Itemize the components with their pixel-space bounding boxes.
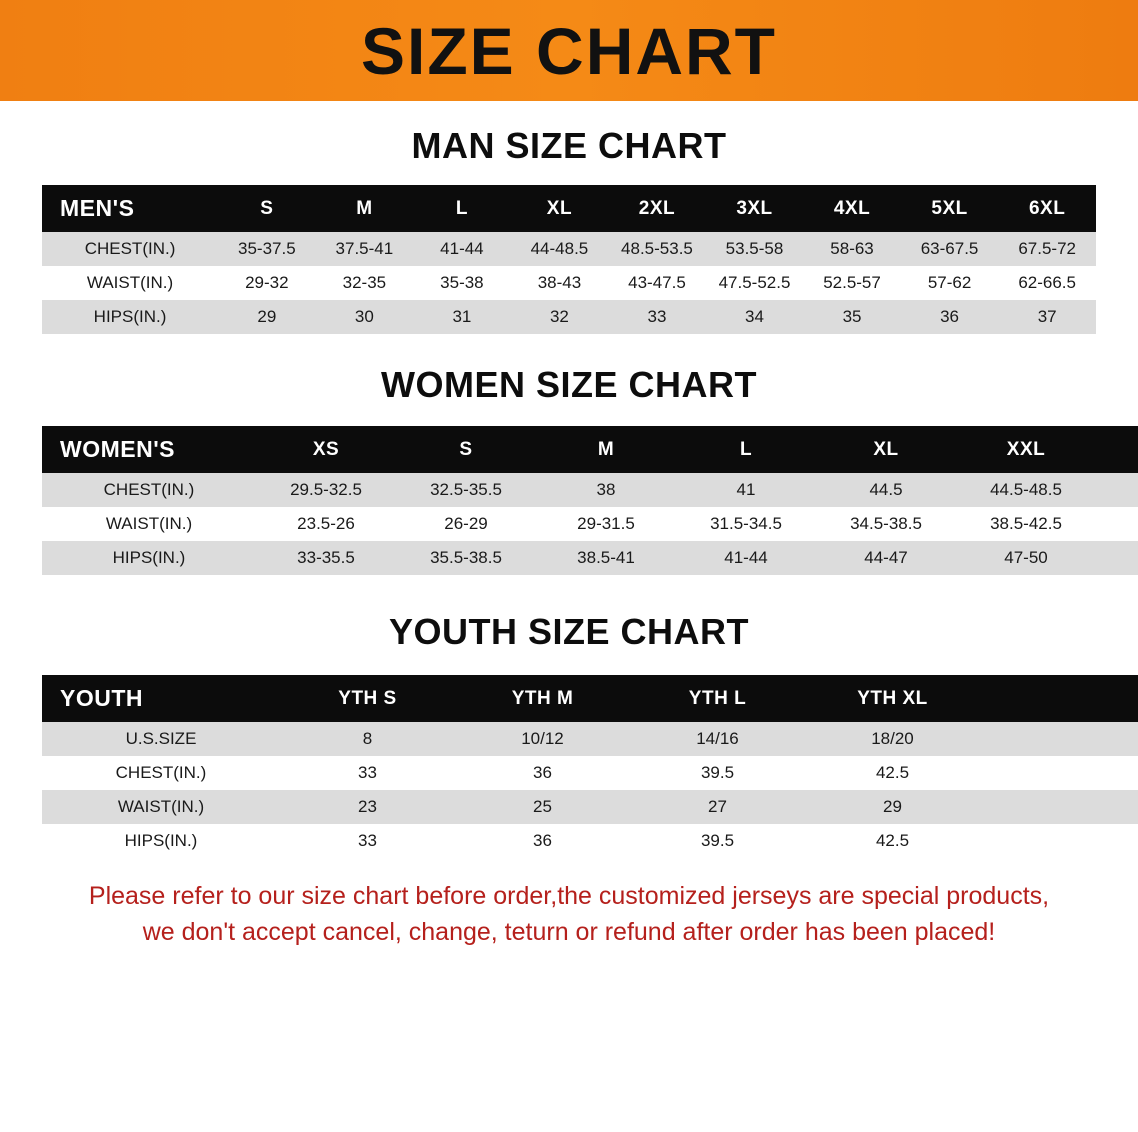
men-chest-l: 41-44: [413, 232, 511, 266]
men-row-label-hips: HIPS(IN.): [42, 300, 218, 334]
women-waist-xxl: 38.5-42.5: [956, 507, 1096, 541]
youth-row-label-chest: CHEST(IN.): [42, 756, 280, 790]
women-row-label-hips: HIPS(IN.): [42, 541, 256, 575]
men-header-2xl: 2XL: [608, 185, 706, 232]
men-header-6xl: 6XL: [998, 185, 1096, 232]
men-waist-4xl: 52.5-57: [803, 266, 901, 300]
disclaimer-note: [42, 878, 1096, 951]
women-waist-xl: 34.5-38.5: [816, 507, 956, 541]
men-row-label-waist: WAIST(IN.): [42, 266, 218, 300]
women-table-wrap: [42, 426, 1096, 575]
table-row: [42, 473, 1138, 507]
women-hips-l: 41-44: [676, 541, 816, 575]
youth-waist-m: 25: [455, 790, 630, 824]
youth-header-s: YTH S: [280, 675, 455, 722]
men-hips-4xl: 35: [803, 300, 901, 334]
men-chest-5xl: 63-67.5: [901, 232, 999, 266]
youth-waist-spacer: [980, 790, 1138, 824]
women-header-label: WOMEN'S: [42, 426, 256, 473]
men-header-label: MEN'S: [42, 185, 218, 232]
men-chest-xl: 44-48.5: [511, 232, 609, 266]
women-size-table: [42, 426, 1138, 575]
youth-header-xl: YTH XL: [805, 675, 980, 722]
youth-waist-xl: 29: [805, 790, 980, 824]
table-row: [42, 266, 1096, 300]
men-hips-5xl: 36: [901, 300, 999, 334]
women-section-title: WOMEN SIZE CHART: [381, 364, 757, 405]
youth-hips-spacer: [980, 824, 1138, 858]
men-waist-m: 32-35: [316, 266, 414, 300]
man-table-wrap: [42, 185, 1096, 334]
men-hips-s: 29: [218, 300, 316, 334]
men-header-3xl: 3XL: [706, 185, 804, 232]
youth-chest-spacer: [980, 756, 1138, 790]
youth-hips-xl: 42.5: [805, 824, 980, 858]
women-hips-xxl: 47-50: [956, 541, 1096, 575]
youth-size-table: [42, 675, 1138, 858]
men-waist-xl: 38-43: [511, 266, 609, 300]
youth-hips-s: 33: [280, 824, 455, 858]
men-header-5xl: 5XL: [901, 185, 999, 232]
table-header-row: [42, 426, 1138, 473]
women-chest-m: 38: [536, 473, 676, 507]
table-header-row: [42, 185, 1096, 232]
men-hips-xl: 32: [511, 300, 609, 334]
women-header-xs: XS: [256, 426, 396, 473]
table-row: [42, 232, 1096, 266]
women-chest-l: 41: [676, 473, 816, 507]
women-hips-m: 38.5-41: [536, 541, 676, 575]
man-size-table: [42, 185, 1096, 334]
men-waist-3xl: 47.5-52.5: [706, 266, 804, 300]
youth-header-label: YOUTH: [42, 675, 280, 722]
youth-ussize-m: 10/12: [455, 722, 630, 756]
women-header-spacer: [1096, 426, 1138, 473]
men-chest-4xl: 58-63: [803, 232, 901, 266]
youth-row-label-ussize: U.S.SIZE: [42, 722, 280, 756]
women-chest-spacer: [1096, 473, 1138, 507]
youth-header-l: YTH L: [630, 675, 805, 722]
women-chest-xl: 44.5: [816, 473, 956, 507]
women-chest-xs: 29.5-32.5: [256, 473, 396, 507]
women-chest-s: 32.5-35.5: [396, 473, 536, 507]
men-waist-6xl: 62-66.5: [998, 266, 1096, 300]
men-header-xl: XL: [511, 185, 609, 232]
table-row: [42, 541, 1138, 575]
youth-ussize-l: 14/16: [630, 722, 805, 756]
youth-row-label-hips: HIPS(IN.): [42, 824, 280, 858]
men-hips-3xl: 34: [706, 300, 804, 334]
disclaimer-line-2: we don't accept cancel, change, teturn or refund after order has been placed!: [142, 918, 996, 947]
table-row: [42, 300, 1096, 334]
youth-waist-s: 23: [280, 790, 455, 824]
men-hips-m: 30: [316, 300, 414, 334]
men-header-m: M: [316, 185, 414, 232]
youth-ussize-xl: 18/20: [805, 722, 980, 756]
banner-title: SIZE CHART: [361, 13, 777, 88]
table-row: [42, 507, 1138, 541]
disclaimer-line-1: Please refer to our size chart before order,the customized jerseys are special products,: [88, 882, 1050, 910]
men-chest-s: 35-37.5: [218, 232, 316, 266]
women-header-l: L: [676, 426, 816, 473]
women-waist-s: 26-29: [396, 507, 536, 541]
youth-table-wrap: [42, 675, 1096, 858]
men-waist-l: 35-38: [413, 266, 511, 300]
youth-header-spacer: [980, 675, 1138, 722]
men-hips-2xl: 33: [608, 300, 706, 334]
table-row: [42, 790, 1138, 824]
women-waist-spacer: [1096, 507, 1138, 541]
men-waist-s: 29-32: [218, 266, 316, 300]
women-header-xxl: XXL: [956, 426, 1096, 473]
men-header-l: L: [413, 185, 511, 232]
women-row-label-chest: CHEST(IN.): [42, 473, 256, 507]
men-header-4xl: 4XL: [803, 185, 901, 232]
women-row-label-waist: WAIST(IN.): [42, 507, 256, 541]
men-chest-6xl: 67.5-72: [998, 232, 1096, 266]
youth-row-label-waist: WAIST(IN.): [42, 790, 280, 824]
men-chest-3xl: 53.5-58: [706, 232, 804, 266]
youth-waist-l: 27: [630, 790, 805, 824]
men-waist-5xl: 57-62: [901, 266, 999, 300]
men-row-label-chest: CHEST(IN.): [42, 232, 218, 266]
youth-chest-s: 33: [280, 756, 455, 790]
women-header-m: M: [536, 426, 676, 473]
women-hips-spacer: [1096, 541, 1138, 575]
youth-hips-m: 36: [455, 824, 630, 858]
men-waist-2xl: 43-47.5: [608, 266, 706, 300]
men-header-s: S: [218, 185, 316, 232]
youth-hips-l: 39.5: [630, 824, 805, 858]
table-row: [42, 722, 1138, 756]
table-header-row: [42, 675, 1138, 722]
women-waist-xs: 23.5-26: [256, 507, 396, 541]
youth-chest-xl: 42.5: [805, 756, 980, 790]
men-hips-l: 31: [413, 300, 511, 334]
banner: [0, 0, 1138, 101]
table-row: [42, 756, 1138, 790]
women-waist-m: 29-31.5: [536, 507, 676, 541]
women-header-s: S: [396, 426, 536, 473]
youth-header-m: YTH M: [455, 675, 630, 722]
women-hips-xl: 44-47: [816, 541, 956, 575]
man-section-title: MAN SIZE CHART: [411, 125, 727, 166]
women-header-xl: XL: [816, 426, 956, 473]
youth-chest-l: 39.5: [630, 756, 805, 790]
women-hips-s: 35.5-38.5: [396, 541, 536, 575]
youth-ussize-spacer: [980, 722, 1138, 756]
table-row: [42, 824, 1138, 858]
women-waist-l: 31.5-34.5: [676, 507, 816, 541]
women-chest-xxl: 44.5-48.5: [956, 473, 1096, 507]
men-chest-2xl: 48.5-53.5: [608, 232, 706, 266]
youth-section-title: YOUTH SIZE CHART: [388, 611, 749, 652]
men-chest-m: 37.5-41: [316, 232, 414, 266]
youth-ussize-s: 8: [280, 722, 455, 756]
youth-chest-m: 36: [455, 756, 630, 790]
men-hips-6xl: 37: [998, 300, 1096, 334]
women-hips-xs: 33-35.5: [256, 541, 396, 575]
